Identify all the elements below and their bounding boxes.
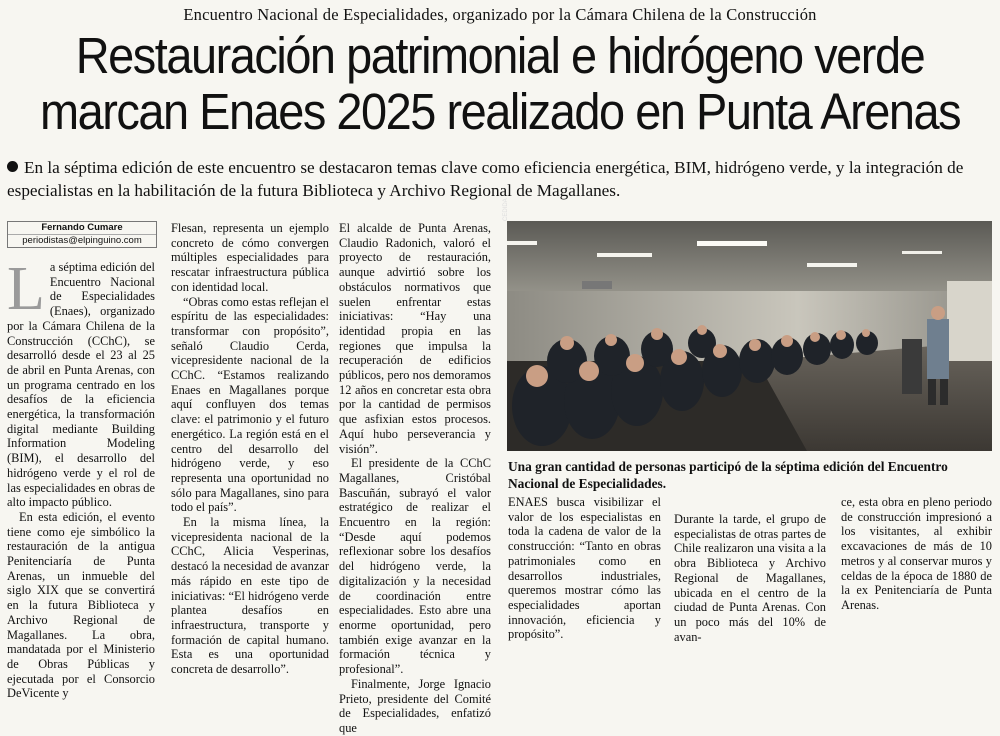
paragraph: Flesan, representa un ejemplo concreto de cómo convergen múltiples especialidades para rescatar infraestructura pública con identidad local. <box>171 221 329 294</box>
paragraph: El alcalde de Punta Arenas, Claudio Radonich, valoró el proyecto de restauración, aunque advirtió sobre los obstáculos normativos que suelen enfrentar estas iniciativas: “Hay una identidad propia en las regiones que impulsa la recuperación de edificios públicos, pero nos demoramos 12 años en concretar esta obra por la cantidad de permisos que asfixian estos procesos. Aquí hubo perseverancia y visión”. <box>339 221 491 456</box>
column-2 <box>171 221 329 677</box>
headline <box>40 28 960 140</box>
paragraph: a séptima edición del Encuentro Nacional de Especialidades (Enaes), organizado por la Cámara Chilena de la Construcción (CChC), se desarrolló desde el 23 al 25 de abril en Punta Arenas, con un programa centrado en los desafíos de la eficiencia energética, la transformación digital mediante Building Information Modeling (BIM), el desarrollo del hidrógeno verde y el rol de las especialidades en obras de alto impacto público. <box>7 260 155 510</box>
column-3 <box>339 221 491 735</box>
lead-text: En la séptima edición de este encuentro se destacaron temas clave como eficiencia energética, BIM, hidrógeno verde, y la integración de especialistas en la habilitación de la futura Biblioteca y Archivo Regional de Magallanes. <box>7 158 964 200</box>
photo-caption: Una gran cantidad de personas participó de la séptima edición del Encuentro Nacional de Especialidades. <box>508 459 948 491</box>
event-photo <box>503 198 992 451</box>
paragraph: ce, esta obra en pleno periodo de construcción impresionó a los visitantes, al exhibir excavaciones de más de 10 metros y al conservar muros y celdas de la época de 1880 de la ex Penitenciaría de Punta Arenas. <box>841 495 992 612</box>
headline-line-2: marcan Enaes 2025 realizado en Punta Arenas <box>40 83 961 140</box>
paragraph: En esta edición, el evento tiene como eje simbólico la restauración de la antigua Penitenciaría de Punta Arenas, un inmueble del siglo XIX que se convertirá en la futura Biblioteca y Archivo Regional de Magallanes. La obra, mandatada por el Ministerio de Obras Públicas y ejecutada por el Consorcio DeVicente y <box>7 509 155 701</box>
kicker: Encuentro Nacional de Especialidades, organizado por la Cámara Chilena de la Construcción <box>183 5 817 24</box>
paragraph: “Obras como estas reflejan el espíritu de las especialidades: transformar con propósito”, señaló Claudio Cerda, vicepresidente nacional de la CChC. “Estamos realizando Enaes en Magallanes porque aquí confluyen dos temas clave: el patrimonio y el futuro energético. La región está en el centro del desarrollo del hidrógeno verde, y eso representa una oportunidad no sólo para Magallanes, sino para todo el país”. <box>171 294 329 515</box>
column-5 <box>674 512 826 644</box>
paragraph: Durante la tarde, el grupo de especialistas de otras partes de Chile realizaron una visita a la obra Biblioteca y Archivo Regional de Magallanes, ubicada en el centro de la ciudad de Punta Arenas. Con un poco más del 10% de avan- <box>674 512 826 644</box>
conference-room-image <box>503 198 992 451</box>
paragraph: En la misma línea, la vicepresidenta nacional de la CChC, Alicia Vesperinas, destacó la necesidad de avanzar más rápido en este tipo de iniciativas: “El hidrógeno verde plantea desafíos en infraestructura, transporte y formación de capital humano. Esta es una oportunidad concreta de desarrollo”. <box>171 515 329 677</box>
paragraph: Finalmente, Jorge Ignacio Prieto, presidente del Comité de Especialidades, enfatizó que <box>339 676 491 735</box>
byline <box>7 221 157 248</box>
lead-paragraph <box>7 156 993 202</box>
author-email[interactable]: periodistas@elpinguino.com <box>22 235 142 246</box>
drop-cap: L <box>7 255 45 323</box>
photo-credit: CEDIDA <box>503 198 509 221</box>
column-1 <box>7 255 155 701</box>
paragraph: El presidente de la CChC Magallanes, Cristóbal Bascuñán, subrayó el valor estratégico de realizar el Encuentro en la región: “Desde aquí podemos reflexionar sobre los desafíos del hidrógeno verde, la digitalización y la necesidad de coordinación entre especialidades. Esto abre una enorme oportunidad, pero también exige avanzar en la formación técnica y profesional”. <box>339 456 491 677</box>
column-4 <box>508 495 661 642</box>
headline-line-1: Restauración patrimonial e hidrógeno verde <box>75 27 925 84</box>
column-6 <box>841 495 992 621</box>
bullet-icon <box>7 161 18 172</box>
paragraph: ENAES busca visibilizar el valor de los especialistas en toda la cadena de valor de la construcción: “Tanto en obras patrimoniales como en desarrollos industriales, queremos mostrar cómo las especialidades aportan innovación, eficiencia y propósito”. <box>508 495 661 642</box>
author-name: Fernando Cumare <box>8 222 156 235</box>
